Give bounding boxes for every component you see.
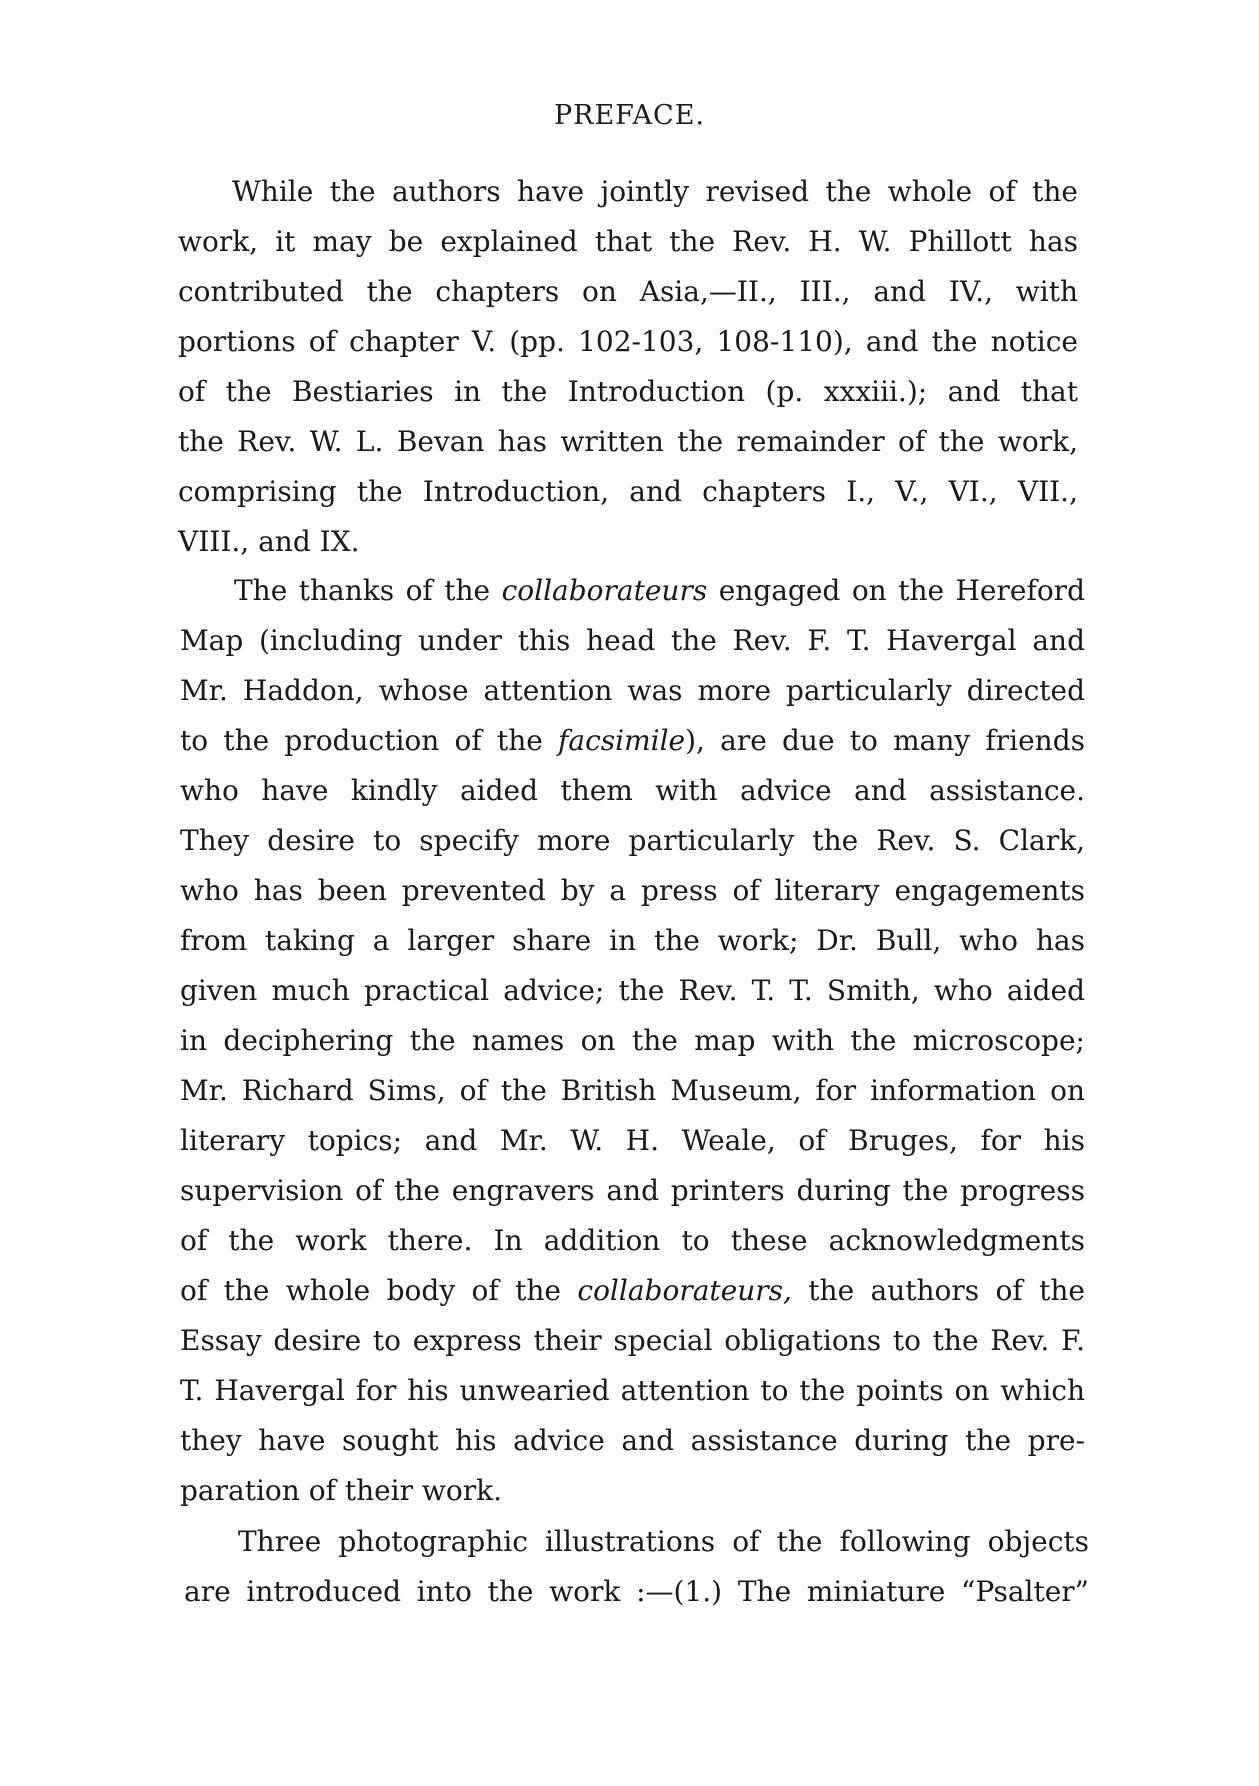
text-line: paration of their work. bbox=[180, 1474, 502, 1507]
text-line: literary topics; and Mr. W. H. Weale, of Bruges, for his bbox=[180, 1124, 1085, 1157]
text-line: VIII., and IX. bbox=[178, 525, 360, 558]
text-line: they have sought his advice and assistance during the pre- bbox=[180, 1424, 1085, 1457]
text-line: comprising the Introduction, and chapters I., V., VI., VII., bbox=[178, 475, 1078, 508]
text-line bbox=[180, 716, 1085, 766]
italic-run: collaborateurs, bbox=[577, 1274, 792, 1307]
text-line: given much practical advice; the Rev. T. T. Smith, who aided bbox=[180, 974, 1085, 1007]
text-line: portions of chapter V. (pp. 102-103, 108-110), and the notice bbox=[178, 325, 1078, 358]
text-line: They desire to specify more particularly the Rev. S. Clark, bbox=[180, 824, 1085, 857]
text-line: T. Havergal for his unwearied attention to the points on which bbox=[180, 1374, 1085, 1407]
text-run: engaged on the Hereford bbox=[707, 574, 1085, 607]
text-line: Map (including under this head the Rev. F. T. Havergal and bbox=[180, 624, 1085, 657]
text-line: Mr. Richard Sims, of the British Museum, for information on bbox=[180, 1074, 1085, 1107]
text-run: ), are due to many friends bbox=[685, 724, 1085, 757]
text-line: supervision of the engravers and printers during the progress bbox=[180, 1174, 1085, 1207]
text-line: from taking a larger share in the work; Dr. Bull, who has bbox=[180, 924, 1085, 957]
text-run: the authors of the bbox=[791, 1274, 1086, 1307]
italic-run: facsimile bbox=[558, 724, 686, 757]
paragraph-3 bbox=[184, 1517, 1089, 1617]
text-run: to the production of the bbox=[180, 724, 559, 757]
text-line: of the Bestiaries in the Introduction (p. xxxiii.); and that bbox=[178, 375, 1078, 408]
text-line: work, it may be explained that the Rev. H. W. Phillott has bbox=[178, 225, 1078, 258]
text-run: The thanks of the bbox=[234, 574, 502, 607]
page-title: PREFACE. bbox=[553, 100, 706, 131]
italic-run: collaborateurs bbox=[501, 574, 708, 607]
text-line: While the authors have jointly revised the whole of the bbox=[232, 175, 1078, 208]
text-run: of the whole body of the bbox=[180, 1274, 578, 1307]
text-line bbox=[180, 566, 1085, 616]
text-line: of the work there. In addition to these acknowledgments bbox=[180, 1224, 1085, 1257]
text-line bbox=[180, 1266, 1085, 1316]
paragraph-2 bbox=[180, 566, 1085, 1516]
text-line: who have kindly aided them with advice and assistance. bbox=[180, 774, 1085, 807]
text-line: contributed the chapters on Asia,—II., III., and IV., with bbox=[178, 275, 1078, 308]
text-line: who has been prevented by a press of literary engagements bbox=[180, 874, 1085, 907]
paragraph-1 bbox=[178, 167, 1078, 567]
text-line: Mr. Haddon, whose attention was more particularly directed bbox=[180, 674, 1085, 707]
text-line: the Rev. W. L. Bevan has written the remainder of the work, bbox=[178, 425, 1078, 458]
text-line: Essay desire to express their special obligations to the Rev. F. bbox=[180, 1324, 1085, 1357]
text-line: are introduced into the work :—(1.) The miniature “Psalter” bbox=[184, 1575, 1089, 1608]
text-line: in deciphering the names on the map with the microscope; bbox=[180, 1024, 1085, 1057]
text-line: Three photographic illustrations of the following objects bbox=[238, 1525, 1089, 1558]
